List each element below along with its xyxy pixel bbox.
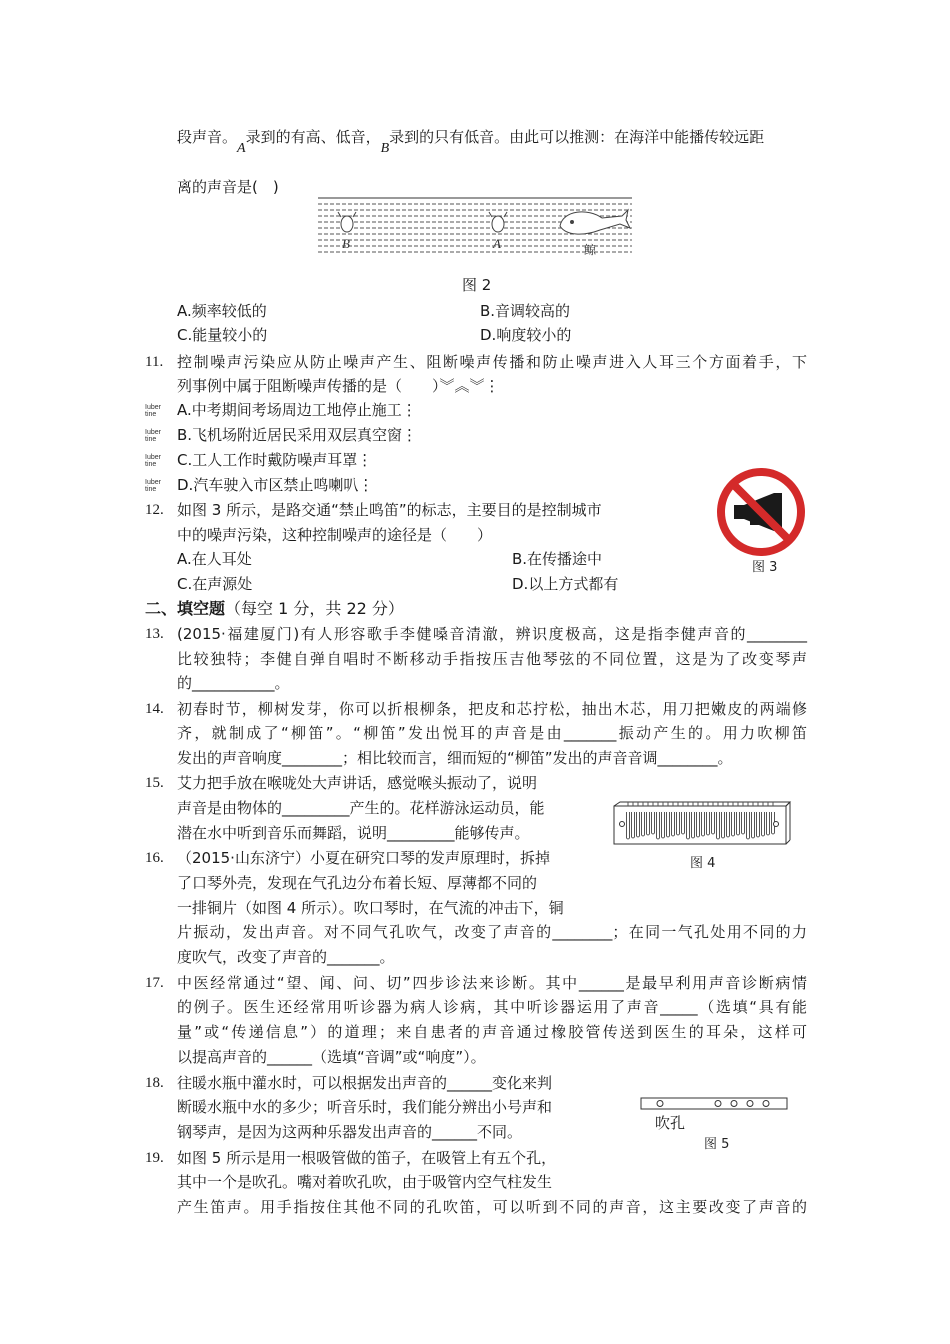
q10-line2: 离的声音是( ) [177,178,279,196]
q14-number: 14. [145,701,164,717]
hydrophone-b-icon [338,212,356,232]
q16-line2: 了口琴外壳，发现在气孔边分布着长短、厚薄都不同的 [177,874,538,892]
q16-line5: 度吹气，改变了声音的_______。 [177,948,395,966]
q13-line2: 比较独特；李健自弹自唱时不断移动手指按压吉他琴弦的不同位置，这是为了改变琴声 [177,650,807,668]
q10-option-a: A.频率较低的 [177,302,267,320]
figure-5-straw-flute [640,1096,790,1112]
q12-number: 12. [145,502,164,518]
q14-line3: 发出的声音响度________；相比较而言，细而短的“柳笛”发出的声音音调________。 [177,749,733,767]
q11-marker: Iuber tine [145,479,161,493]
q17-line2: 的例子。医生还经常用听诊器为病人诊病，其中听诊器运用了声音_____（选填“具有能 [177,998,807,1016]
q19-number: 19. [145,1150,164,1166]
figure-4-caption: 图 4 [690,856,716,871]
q18-line2: 断暖水瓶中水的多少；听音乐时，我们能分辨出小号声和 [177,1098,553,1116]
q16-line4: 片振动，发出声音。对不同气孔吹气，改变了声音的________；在同一气孔处用不同的力 [177,923,807,941]
q11-marker: Iuber tine [145,404,161,418]
q10-option-d: D.响度较小的 [480,326,572,344]
q12-option-b: B.在传播途中 [512,550,603,568]
q17-line4: 以提高声音的______（选填“音调”或“响度”）。 [177,1048,486,1066]
figure-2-ocean-diagram [318,196,634,260]
q10-text-a: 段声音。 [177,128,238,146]
q11-marker: Iuber tine [145,454,161,468]
q12-option-c: C.在声源处 [177,575,253,593]
hydrophone-a-icon [489,212,507,232]
section-2-note: （每空 1 分，共 22 分） [225,599,404,618]
q10-line1 [177,126,765,156]
q19-line1: 如图 5 所示是用一根吸管做的笛子，在吸管上有五个孔， [177,1149,557,1167]
q15-line2: 声音是由物体的_________产生的。花样游泳运动员，能 [177,799,545,817]
hydrophone-a-label: A [237,141,246,156]
q11-option-d: D.汽车驶入市区禁止鸣喇叭⋮ [177,476,374,494]
fig2-label-b: B [342,236,350,251]
figure-5-blow-hole-label: 吹孔 [655,1114,686,1132]
figure-5-caption: 图 5 [704,1137,730,1152]
q15-line3: 潜在水中听到音乐而舞蹈，说明_________能够传声。 [177,824,530,842]
q15-number: 15. [145,775,164,791]
q17-number: 17. [145,975,164,991]
figure-4-harmonica-reeds [612,800,792,848]
q13-line3: 的___________。 [177,674,290,692]
fig2-label-a: A [493,236,501,251]
q19-line3: 产生笛声。用手指按住其他不同的孔吹笛，可以听到不同的声音，这主要改变了声音的 [177,1198,807,1216]
figure-3-caption: 图 3 [752,560,778,575]
hydrophone-b-label: B [380,141,390,156]
q10-option-c: C.能量较小的 [177,326,268,344]
q11-option-a: A.中考期间考场周边工地停止施工⋮ [177,401,417,419]
figure-2-caption: 图 2 [462,276,492,294]
q15-line1: 艾力把手放在喉咙处大声讲话，感觉喉头振动了，说明 [177,774,538,792]
q17-line3: 量”或“传递信息”）的道理；来自患者的声音通过橡胶管传送到医生的耳朵，这样可 [177,1023,807,1041]
q14-line2: 齐，就制成了“柳笛”。“柳笛”发出悦耳的声音是由_______振动产生的。用力吹柳笛 [177,724,807,742]
no-horn-sign-icon [716,467,806,557]
q19-line2: 其中一个是吹孔。嘴对着吹孔吹，由于吸管内空气柱发生 [177,1173,553,1191]
q13-number: 13. [145,626,164,642]
section-2-title: 二、填空题 [145,599,226,618]
q11-option-b: B.飞机场附近居民采用双层真空窗⋮ [177,426,418,444]
q12-line2: 中的噪声污染，这种控制噪声的途径是（ ） [177,526,493,544]
q13-line1: (2015·福建厦门)有人形容歌手李健嗓音清澈，辨识度极高，这是指李健声音的________ [177,625,807,643]
q10-option-b: B.音调较高的 [480,302,571,320]
whale-icon [560,210,630,234]
fig2-label-whale: 鲸 [584,243,597,257]
q10-text-b: 录到的有高、低音， [245,128,381,146]
q11-line1: 控制噪声污染应从防止噪声产生、阻断噪声传播和防止噪声进入人耳三个方面着手，下 [177,353,807,371]
section-2-header [145,598,404,620]
q12-option-d: D.以上方式都有 [512,575,619,593]
q18-number: 18. [145,1075,164,1091]
q10-text-c: 录到的只有低音。由此可以推测：在海洋中能播传较远距 [389,128,765,146]
q11-marker: Iuber tine [145,429,161,443]
q16-number: 16. [145,850,164,866]
q11-number: 11. [145,354,164,370]
q16-line1: （2015·山东济宁）小夏在研究口琴的发声原理时，拆掉 [177,849,550,867]
q18-line1: 往暖水瓶中灌水时，可以根据发出声音的______变化来判 [177,1074,553,1092]
q16-line3: 一排铜片（如图 4 所示）。吹口琴时，在气流的冲击下，铜 [177,899,564,917]
q12-line1: 如图 3 所示，是路交通“禁止鸣笛”的标志，主要目的是控制城市 [177,501,602,519]
q11-option-c: C.工人工作时戴防噪声耳罩⋮ [177,451,373,469]
q14-line1: 初春时节，柳树发芽，你可以折根柳条，把皮和芯拧松，抽出木芯，用刀把嫩皮的两端修 [177,700,807,718]
q17-line1: 中医经常通过“望、闻、问、切”四步诊法来诊断。其中______是最早利用声音诊断病情 [177,974,807,992]
q11-line2: 列事例中属于阻断噪声传播的是（ ）︾︽︾⋮ [177,377,500,395]
q12-option-a: A.在人耳处 [177,550,252,568]
q18-line3: 钢琴声，是因为这两种乐器发出声音的______不同。 [177,1123,523,1141]
